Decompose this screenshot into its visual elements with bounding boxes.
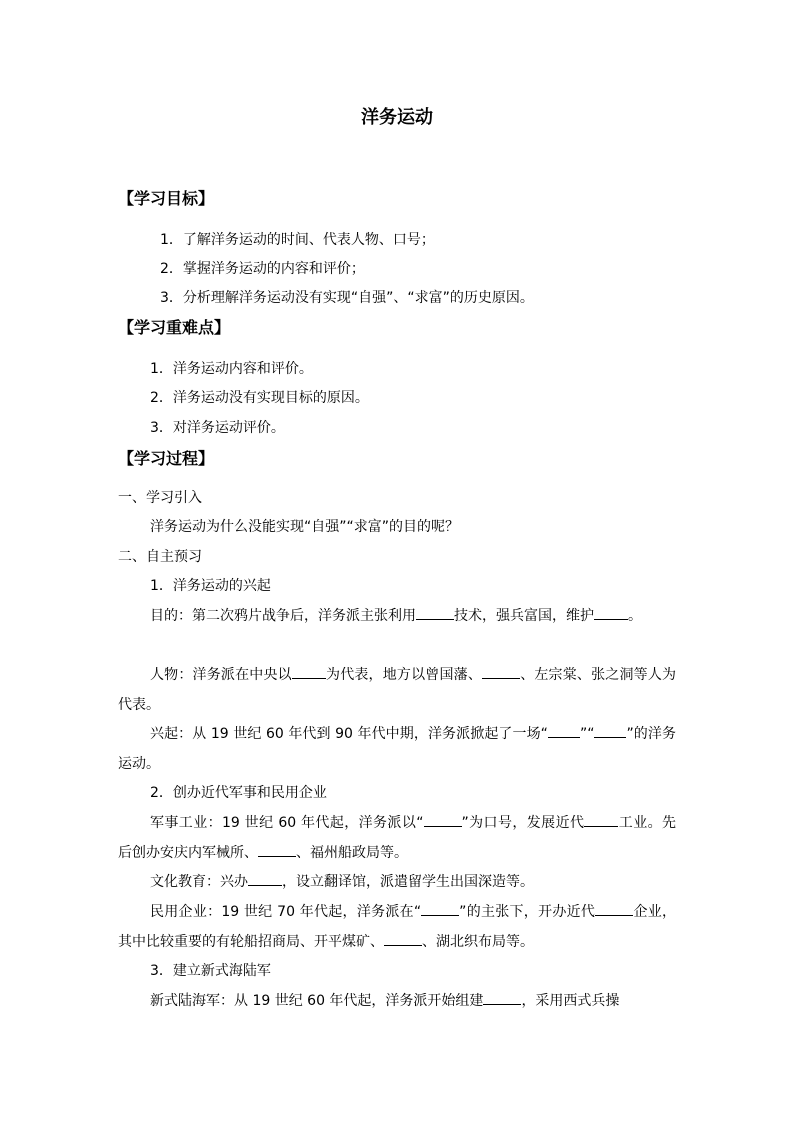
goal-item: 2．掌握洋务运动的内容和评价； [160, 261, 365, 277]
sub1-title: 1．洋务运动的兴起 [150, 578, 271, 594]
civil-text-b: ”的主张下，开办近代 [459, 904, 596, 920]
rise-text-b: ”“ [579, 726, 595, 742]
military-paragraph [118, 808, 676, 868]
document-title: 洋务运动 [361, 107, 433, 128]
rise-text-c: ”的洋务运动。 [118, 726, 676, 772]
military-text-a: 军事工业：19 世纪 60 年代起，洋务派以“ [150, 815, 424, 831]
culture-text-b: ，设立翻译馆，派遣留学生出国深造等。 [282, 874, 534, 890]
army-text-a: 新式陆海军：从 19 世纪 60 年代起，洋务派开始组建 [150, 993, 484, 1009]
army-text-b: ，采用西式兵操 [521, 993, 620, 1009]
civil-text-a: 民用企业：19 世纪 70 年代起，洋务派在“ [150, 904, 422, 920]
civil-text-d: 、湖北织布局等。 [422, 934, 534, 950]
fill-blank[interactable] [292, 663, 326, 679]
people-text-b: 为代表，地方以曾国藩、 [325, 667, 483, 683]
key-point-item: 3．对洋务运动评价。 [150, 420, 285, 436]
civil-paragraph [118, 897, 676, 957]
people-paragraph [118, 660, 676, 720]
rise-text-a: 兴起：从 19 世纪 60 年代到 90 年代中期，洋务派掀起了一场“ [150, 726, 548, 742]
fill-blank[interactable] [584, 811, 618, 827]
civil-text-c: 企业，其中比较重要的有轮船招商局、开平煤矿、 [118, 904, 676, 950]
fill-blank[interactable] [594, 722, 626, 738]
military-text-c: 工业。先后创办安庆内军械所、 [118, 815, 677, 861]
army-paragraph [118, 986, 676, 1016]
fill-blank[interactable] [595, 900, 633, 916]
fill-blank[interactable] [421, 900, 459, 916]
people-text-c: 、左宗棠、张之洞等人为代表。 [118, 667, 677, 713]
purpose-text-b: 技术，强兵富国，维护 [454, 608, 594, 624]
purpose-text-c: 。 [628, 608, 642, 624]
rise-paragraph [118, 719, 676, 779]
process-heading: 【学习过程】 [118, 449, 215, 468]
key-point-item: 1．洋务运动内容和评价。 [150, 361, 313, 377]
people-text-a: 人物：洋务派在中央以 [150, 667, 292, 683]
purpose-text-a: 目的：第二次鸦片战争后，洋务派主张利用 [150, 608, 416, 624]
fill-blank[interactable] [416, 604, 454, 620]
fill-blank[interactable] [424, 811, 462, 827]
culture-text-a: 文化教育：兴办 [150, 874, 248, 890]
military-text-b: ”为口号，发展近代 [461, 815, 585, 831]
culture-paragraph [118, 867, 676, 897]
key-point-item: 2．洋务运动没有实现目标的原因。 [150, 390, 369, 406]
fill-blank[interactable] [482, 663, 520, 679]
military-text-d: 、福州船政局等。 [296, 845, 408, 861]
part1-text: 洋务运动为什么没能实现“自强”“求富”的目的呢？ [150, 519, 460, 535]
goal-item: 3．分析理解洋务运动没有实现“自强”、“求富”的历史原因。 [160, 290, 534, 306]
fill-blank[interactable] [258, 841, 296, 857]
sub3-title: 3．建立新式海陆军 [150, 963, 271, 979]
sub2-title: 2．创办近代军事和民用企业 [150, 785, 327, 801]
fill-blank[interactable] [548, 722, 580, 738]
fill-blank[interactable] [384, 930, 422, 946]
goal-item: 1．了解洋务运动的时间、代表人物、口号； [160, 232, 435, 248]
goals-heading: 【学习目标】 [118, 189, 215, 208]
key-points-heading: 【学习重难点】 [118, 318, 231, 337]
fill-blank[interactable] [248, 870, 282, 886]
fill-blank[interactable] [594, 604, 628, 620]
part2-title: 二、自主预习 [118, 549, 202, 565]
part1-title: 一、学习引入 [118, 490, 202, 506]
purpose-paragraph [118, 601, 676, 631]
fill-blank[interactable] [483, 989, 521, 1005]
